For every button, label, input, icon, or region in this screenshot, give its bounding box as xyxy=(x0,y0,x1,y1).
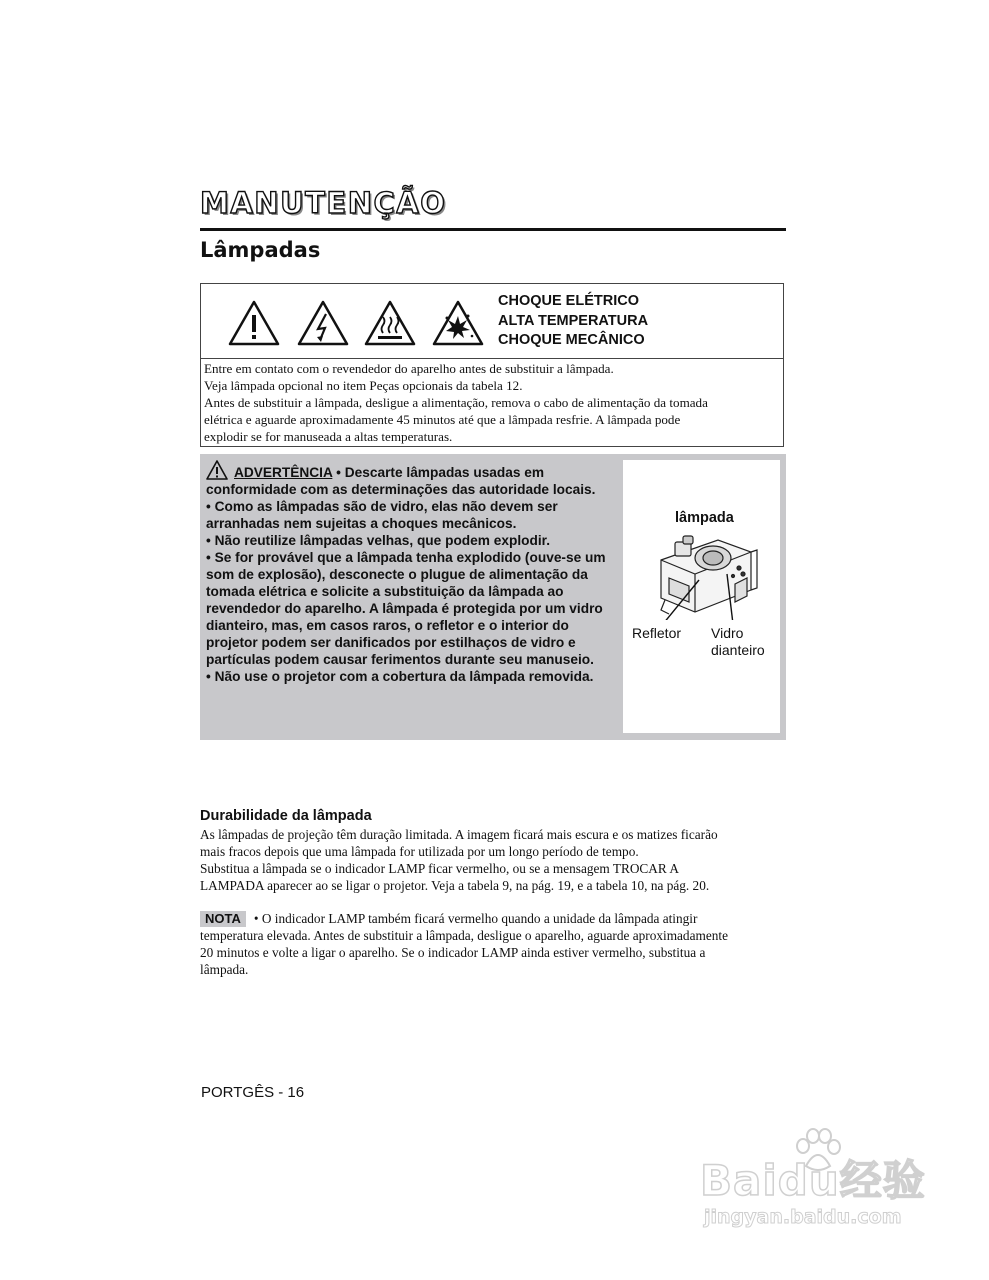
high-temperature-icon xyxy=(364,300,416,346)
durability-line: mais fracos depois que uma lâmpada for utilizada por um longo período de tempo. xyxy=(200,844,639,859)
watermark-main: Baidu经验 xyxy=(700,1156,926,1205)
warning-box xyxy=(200,454,786,740)
note-line: 20 minutos e volte a ligar o aparelho. Se o indicador LAMP ainda estiver vermelho, substitua a xyxy=(200,945,706,960)
title-rule xyxy=(200,228,786,231)
explosion-icon xyxy=(432,300,484,346)
hazard-line: explodir se for manuseada a altas temperaturas. xyxy=(204,429,453,444)
note-line: lâmpada. xyxy=(200,962,249,977)
hazard-line: Veja lâmpada opcional no item Peças opcionais da tabela 12. xyxy=(204,378,523,393)
warning-icon xyxy=(206,460,228,480)
lamp-illustration xyxy=(623,530,780,620)
durability-heading: Durabilidade da lâmpada xyxy=(200,808,372,824)
hazard-label-mechanical: CHOQUE MECÂNICO xyxy=(498,332,645,348)
watermark-url: jingyan.baidu.com xyxy=(704,1206,902,1228)
durability-line: LAMPADA aparecer ao se ligar o projetor. Veja a tabela 9, na pág. 19, e a tabela 10, na pág. 20. xyxy=(200,878,710,893)
hazard-line: elétrica e aguarde aproximadamente 45 minutos até que a lâmpada resfrie. A lâmpada pode xyxy=(204,412,681,427)
durability-line: Substitua a lâmpada se o indicador LAMP ficar vermelho, ou se a mensagem TROCAR A xyxy=(200,861,679,876)
note-line: temperatura elevada. Antes de substituir a lâmpada, desligue o aparelho, aguarde aproximadamente xyxy=(200,928,728,943)
warning-item: • Descarte lâmpadas usadas em conformidade com as determinações das autoridade locais. xyxy=(206,465,596,497)
hazard-label-electric: CHOQUE ELÉTRICO xyxy=(498,293,639,309)
lamp-label-front-glass xyxy=(711,625,765,659)
warning-label: ADVERTÊNCIA xyxy=(234,465,333,480)
hazard-text xyxy=(204,360,782,445)
warning-item: • Se for provável que a lâmpada tenha explodido (ouve-se um som de explosão), desconecte o plugue de alimentação da tomada elétrica e solicite a substituição da lâmpada ao revendedor do aparelho. A lâmpada é protegida por um vidro dianteiro, mas, em casos raros, o refletor e o interior do projetor podem ser danificados por estilhaços de vidro e partículas podem causar ferimentos durante seu manuseio. xyxy=(206,550,606,667)
hazard-box xyxy=(200,283,784,447)
hazard-header xyxy=(201,284,783,359)
hazard-label-temperature: ALTA TEMPERATURA xyxy=(498,312,649,329)
hazard-line: Entre em contato com o revendedor do aparelho antes de substituir a lâmpada. xyxy=(204,361,614,376)
warning-item: • Não reutilize lâmpadas velhas, que podem explodir. xyxy=(206,533,551,548)
note-block xyxy=(200,910,790,978)
hazard-line: Antes de substituir a lâmpada, desligue a alimentação, remova o cabo de alimentação da tomada xyxy=(204,395,708,410)
hazard-labels xyxy=(498,292,648,351)
page-number: PORTGÊS - 16 xyxy=(201,1084,305,1101)
lamp-label-reflector: Refletor xyxy=(632,625,682,641)
electric-shock-icon xyxy=(297,300,349,346)
watermark xyxy=(700,1128,940,1238)
warning-icon xyxy=(228,300,280,346)
warning-item: • Não use o projetor com a cobertura da lâmpada removida. xyxy=(206,669,594,684)
warning-text xyxy=(206,460,618,685)
lamp-diagram xyxy=(623,460,780,733)
lamp-label-front-glass-line: dianteiro xyxy=(711,642,765,658)
lamp-diagram-title: lâmpada xyxy=(675,510,734,526)
lamp-label-front-glass-line: Vidro xyxy=(711,625,744,641)
durability-text xyxy=(200,826,790,894)
note-badge: NOTA xyxy=(200,911,246,927)
warning-item: • Como as lâmpadas são de vidro, elas não devem ser arranhadas nem sujeitas a choques mecânicos. xyxy=(206,499,558,531)
durability-line: As lâmpadas de projeção têm duração limitada. A imagem ficará mais escura e os matizes ficarão xyxy=(200,827,718,842)
note-line: • O indicador LAMP também ficará vermelho quando a unidade da lâmpada atingir xyxy=(253,911,698,926)
section-title: Lâmpadas xyxy=(200,238,321,262)
page-title: MANUTENÇÃO xyxy=(200,186,447,220)
